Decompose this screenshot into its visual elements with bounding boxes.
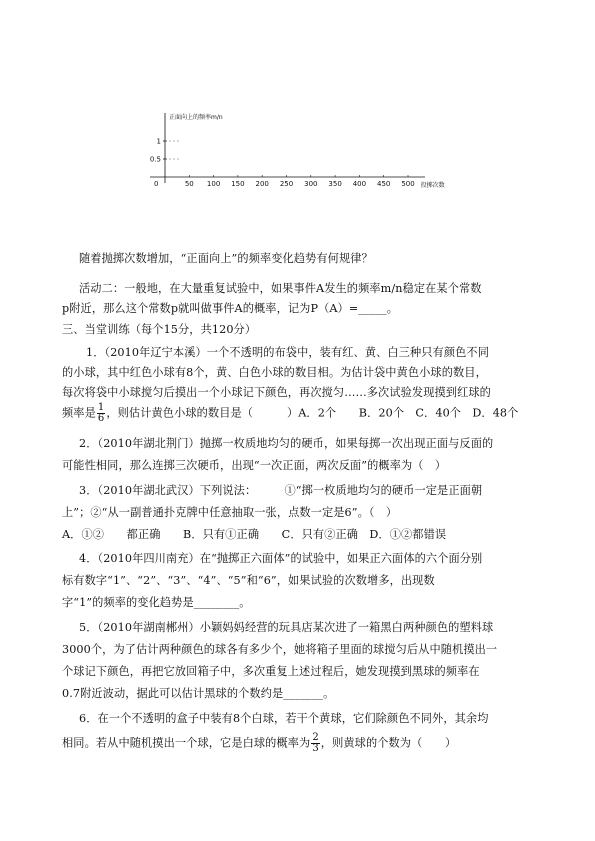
q1-line4	[62, 403, 535, 424]
y-tick-label: 0.5	[149, 155, 161, 164]
q3-line1: 3．（2010年湖北武汉）下列说法： ①“掷一枚质地均匀的硬币一定是正面朝	[79, 484, 483, 497]
x-tick-label: 150	[231, 180, 245, 188]
q4-line1: 4．（2010年四川南充）在“抛掷正六面体”的试验中，如果正六面体的六个面分别	[79, 552, 483, 565]
q1-prefix: 频率是	[62, 406, 96, 420]
q6-suffix: ，则黄球的个数为（ ）	[320, 736, 457, 750]
frequency-chart	[130, 105, 445, 190]
q1-line2: 的小球，其中红色小球有8个，黄、白色小球的数目相。为估计袋中黄色小球的数目，	[62, 366, 487, 379]
q1-line3: 每次将袋中小球搅匀后摸出一个小球记下颜色，再次搅匀……多次试验发现摸到红球的	[62, 386, 491, 399]
q2-line2: 可能性相同，那么连掷三次硬币，出现“一次正面，两次反面”的概率为（ ）	[62, 459, 447, 472]
x-tick-label: 450	[377, 180, 391, 188]
q4-line2: 标有数字“1”、“2”、“3”、“4”、“5”和“6”，如果试验的次数增多，出现数	[62, 574, 435, 587]
q1-fraction	[97, 403, 105, 424]
q6-fraction	[311, 733, 319, 754]
frequency-chart-svg	[130, 105, 445, 190]
q1-suffix: ，则估计黄色小球的数目是（ ）A．2个 B．20个 C．40个 D．48个	[106, 406, 519, 420]
q3-line2: 上”；②“从一副普通扑克牌中任意抽取一张，点数一定是6”。（ ）	[62, 506, 398, 519]
x-tick-label: 100	[206, 180, 221, 188]
q4-line3: 字“1”的频率的变化趋势是________。	[62, 596, 251, 609]
q6-fraction-den: 3	[312, 743, 319, 754]
x-axis-label: 投掷次数	[420, 182, 445, 189]
activity-two-line2: p附近，那么这个常数p就叫做事件A的概率，记为P（A）=_____。	[62, 302, 399, 315]
q6-prefix: 相同。若从中随机摸出一个球，它是白球的概率为	[62, 736, 311, 750]
question-intro: 随着抛掷次数增加，“正面向上”的频率变化趋势有何规律？	[79, 252, 373, 265]
x-tick-label: 500	[401, 180, 415, 188]
x-tick-label: 300	[304, 180, 318, 188]
q1-fraction-num: 1	[97, 402, 105, 413]
x-tick-label: 50	[184, 180, 194, 188]
x-tick-label: 250	[279, 180, 294, 188]
y-tick-label: 1	[156, 137, 161, 146]
section-three-heading: 三、当堂训练（每个15分，共120分）	[62, 323, 257, 336]
y-axis-label: 正面向上的频率m/n	[169, 114, 223, 121]
activity-two-line1: 活动二：一般地，在大量重复试验中，如果事件A发生的频率m/n稳定在某个常数	[79, 282, 482, 295]
q2-line1: 2．（2010年湖北荆门）抛掷一枚质地均匀的硬币，如果每掷一次出现正面与反面的	[79, 437, 494, 450]
q5-line1: 5．（2010年湖南郴州）小颖妈妈经营的玩具店某次进了一箱黑白两种颜色的塑料球	[79, 621, 494, 634]
q6-fraction-num: 2	[312, 732, 319, 743]
x-tick-label: 200	[255, 180, 269, 188]
q6-line1: 6．在一个不透明的盒子中装有8个白球，若干个黄球，它们除颜色不同外，其余均	[79, 712, 489, 725]
q5-line4: 0.7附近波动，据此可以估计黑球的个数约是_______。	[62, 687, 335, 700]
q5-line3: 个球记下颜色，再把它放回箱子中，多次重复上述过程后，她发现摸到黑球的频率在	[62, 665, 480, 678]
q1-fraction-den: 6	[97, 413, 105, 424]
x-tick-label: 400	[352, 180, 367, 188]
x-tick-label: 350	[328, 180, 342, 188]
q6-line2	[62, 733, 535, 754]
origin-label: 0	[154, 180, 159, 188]
q1-line1: 1．（2010年辽宁本溪）一个不透明的布袋中，装有红、黄、白三种只有颜色不同	[86, 346, 489, 359]
q3-options: A．①② 都正确 B．只有①正确 C．只有②正确 D．①②都错误	[62, 528, 447, 541]
q5-line2: 3000个，为了估计两种颜色的球各有多少个，她将箱子里面的球搅匀后从中随机摸出一	[62, 643, 498, 656]
